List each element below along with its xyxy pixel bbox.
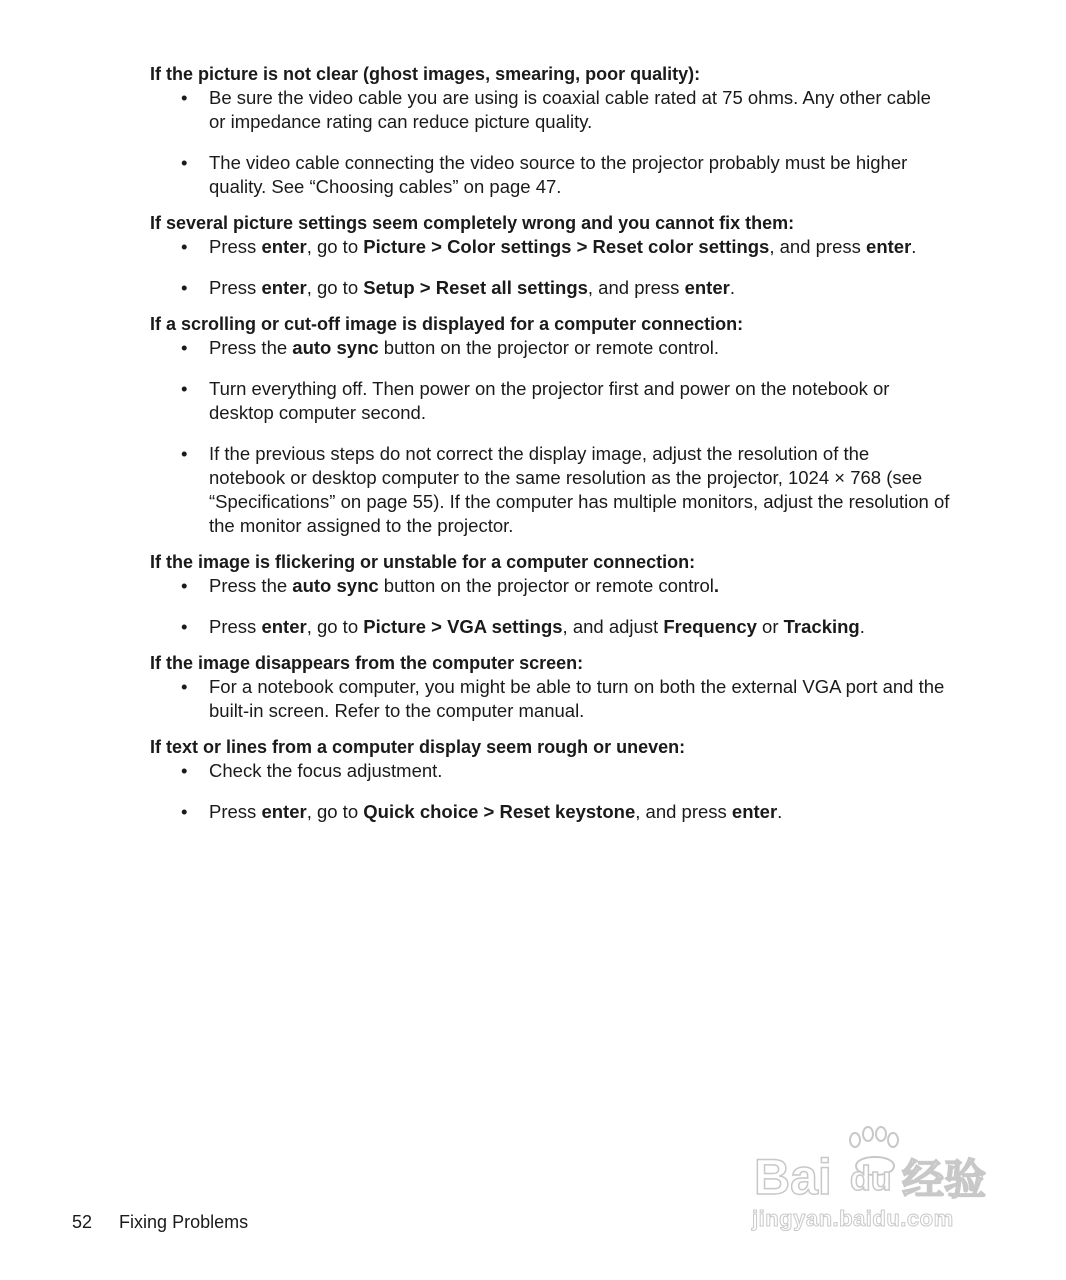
bullet-item [150, 574, 950, 598]
text-run: Check the focus adjustment. [209, 760, 443, 781]
text-run: , and press [587, 277, 685, 298]
svg-text:du: du [850, 1160, 892, 1198]
bullet-list [150, 86, 950, 199]
bold-term: auto sync [292, 337, 379, 358]
bold-term: enter [261, 236, 307, 257]
bold-term: Tracking [783, 616, 860, 637]
bold-term: auto sync [292, 575, 379, 596]
text-run: Be sure the video cable you are using is coaxial cable rated at 75 ohms. Any other cable or impedance rating can reduce picture quality. [209, 87, 931, 132]
text-run: or [756, 616, 784, 637]
troubleshooting-section [150, 735, 950, 824]
bold-term: . [713, 575, 720, 596]
bullet-item [150, 276, 950, 300]
bullet-item [150, 151, 950, 199]
bold-term: Quick choice > Reset keystone [363, 801, 636, 822]
bullet-list [150, 574, 950, 639]
text-run: Press the [209, 575, 293, 596]
text-run: , go to [306, 277, 364, 298]
svg-text:Bai: Bai [754, 1149, 832, 1204]
bullet-item [150, 675, 950, 723]
bullet-item [150, 615, 950, 639]
section-heading: If a scrolling or cut-off image is displayed for a computer connection: [150, 314, 744, 334]
bullet-item [150, 86, 950, 134]
section-heading: If the image disappears from the computer screen: [150, 653, 584, 673]
bold-term: Picture > Color settings > Reset color settings [363, 236, 770, 257]
bold-term: enter [866, 236, 912, 257]
section-heading: If the picture is not clear (ghost images, smearing, poor quality): [150, 64, 701, 84]
text-run: , go to [306, 616, 364, 637]
troubleshooting-section [150, 550, 950, 639]
bold-term: enter [261, 616, 307, 637]
bold-term: enter [261, 801, 307, 822]
troubleshooting-section [150, 62, 950, 199]
bullet-item [150, 336, 950, 360]
text-run: Press [209, 616, 262, 637]
bullet-list [150, 336, 950, 538]
text-run: The video cable connecting the video source to the projector probably must be higher quality. See “Choosing cables” on page 47. [209, 152, 908, 197]
bold-term: enter [684, 277, 730, 298]
bold-term: Frequency [663, 616, 757, 637]
text-run: , go to [306, 236, 364, 257]
text-run: Press [209, 801, 262, 822]
text-run: Press [209, 277, 262, 298]
text-run: . [911, 236, 917, 257]
baidu-jingyan-logo [752, 1120, 1012, 1204]
section-heading: If several picture settings seem completely wrong and you cannot fix them: [150, 213, 795, 233]
text-run: button on the projector or remote control [378, 575, 714, 596]
bullet-item [150, 235, 950, 259]
bullet-list [150, 235, 950, 300]
troubleshooting-section [150, 211, 950, 300]
bold-term: enter [731, 801, 778, 822]
text-run: Press [209, 236, 262, 257]
chapter-title: Fixing Problems [119, 1212, 249, 1232]
text-run: button on the projector or remote control. [378, 337, 720, 358]
text-run: , and press [635, 801, 732, 822]
text-run: If the previous steps do not correct the display image, adjust the resolution of the notebook or desktop computer to the same resolution as the projector, 1024 × 768 (see “Specifications” on page 55). If the computer has multiple monitors, adjust the resolution of the monitor assigned to the projector. [209, 443, 950, 536]
page-content [150, 62, 950, 836]
troubleshooting-section [150, 312, 950, 538]
bullet-item [150, 377, 950, 425]
bold-term: Picture > VGA settings [363, 616, 563, 637]
text-run: , go to [306, 801, 364, 822]
text-run: Press the [209, 337, 293, 358]
bullet-list [150, 675, 950, 723]
bullet-list [150, 759, 950, 824]
section-heading: If the image is flickering or unstable for a computer connection: [150, 552, 696, 572]
text-run: , and press [769, 236, 867, 257]
text-run: . [729, 277, 735, 298]
bullet-item [150, 442, 950, 538]
text-run: For a notebook computer, you might be able to turn on both the external VGA port and the built-in screen. Refer to the computer manual. [209, 676, 945, 721]
page-footer [72, 1210, 248, 1234]
bullet-item [150, 759, 950, 783]
troubleshooting-section [150, 651, 950, 723]
bold-term: enter [261, 277, 307, 298]
svg-text:经验: 经验 [902, 1156, 987, 1203]
bold-term: Setup > Reset all settings [363, 277, 588, 298]
text-run: Turn everything off. Then power on the projector first and power on the notebook or desktop computer second. [209, 378, 890, 423]
watermark-url: jingyan.baidu.com [752, 1206, 954, 1231]
baidu-watermark [752, 1120, 1012, 1240]
section-heading: If text or lines from a computer display seem rough or uneven: [150, 737, 686, 757]
page-number: 52 [72, 1212, 93, 1232]
text-run: . [859, 616, 865, 637]
text-run: , and adjust [562, 616, 664, 637]
text-run: . [777, 801, 783, 822]
bullet-item [150, 800, 950, 824]
